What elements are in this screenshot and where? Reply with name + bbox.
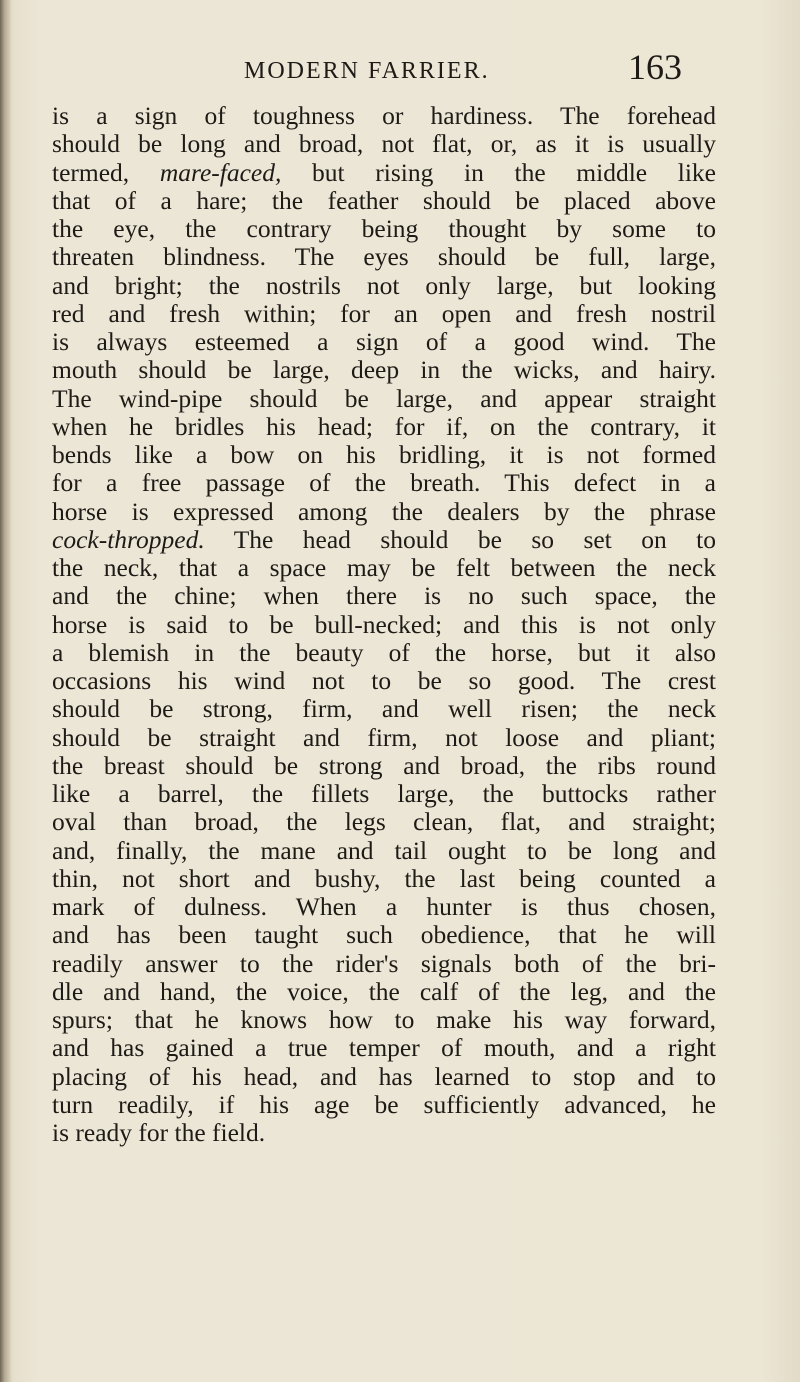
text-line (52, 1006, 716, 1034)
text-segment: termed, (52, 157, 160, 187)
text-segment: thin, not short and bushy, the last being counted a (52, 863, 716, 893)
text-line (52, 385, 716, 413)
text-line (52, 441, 716, 469)
text-line (52, 582, 716, 610)
text-line (52, 1034, 716, 1062)
text-segment: is always esteemed a sign of a good wind. The (52, 327, 716, 356)
text-line (52, 243, 716, 271)
text-segment: is a sign of toughness or hardiness. The forehead (52, 101, 716, 130)
text-line (52, 526, 716, 554)
text-segment: oval than broad, the legs clean, flat, and straight; (52, 807, 716, 837)
text-line (52, 300, 716, 328)
text-line (52, 1091, 716, 1119)
text-segment: a blemish in the beauty of the horse, but it also (52, 637, 716, 667)
text-line (52, 1119, 716, 1147)
text-segment: when he bridles his head; for if, on the contrary, it (52, 411, 716, 441)
text-line (52, 893, 716, 921)
text-segment: The head should be so set on to (204, 524, 716, 554)
text-segment: and bright; the nostrils not only large, but looking (52, 270, 716, 300)
text-segment: horse is expressed among the dealers by the phrase (52, 496, 716, 526)
text-segment: like a barrel, the fillets large, the buttocks rather (52, 779, 716, 808)
text-segment: should be straight and firm, not loose and pliant; (52, 722, 716, 752)
text-segment: threaten blindness. The eyes should be full, large, (52, 242, 716, 272)
text-line (52, 950, 716, 978)
text-segment: should be long and broad, not flat, or, as it is usually (52, 129, 716, 159)
text-segment: mark of dulness. When a hunter is thus chosen, (52, 892, 716, 921)
text-line (52, 356, 716, 384)
text-line (52, 215, 716, 243)
text-segment: bends like a bow on his bridling, it is not formed (52, 440, 716, 469)
text-segment: and has gained a true temper of mouth, and a right (52, 1033, 716, 1063)
text-line (52, 611, 716, 639)
body-text (52, 102, 716, 1147)
page-number: 163 (628, 47, 682, 87)
text-segment: is ready for the field. (52, 1118, 266, 1147)
text-line (52, 102, 716, 130)
text-line (52, 978, 716, 1006)
italic-phrase: mare-faced, (159, 157, 282, 187)
binding-gutter-shadow (0, 0, 12, 1382)
text-line (52, 752, 716, 780)
text-segment: that of a hare; the feather should be placed above (52, 185, 716, 215)
text-line (52, 837, 716, 865)
text-segment: and the chine; when there is no such space, the (52, 581, 716, 611)
text-segment: horse is said to be bull-necked; and this is not only (52, 609, 716, 639)
text-line (52, 724, 716, 752)
text-segment: mouth should be large, deep in the wicks, and hairy. (52, 355, 716, 385)
running-head (0, 22, 800, 87)
text-line (52, 865, 716, 893)
text-line (52, 808, 716, 836)
text-line (52, 413, 716, 441)
text-segment: The wind-pipe should be large, and appear straight (52, 383, 716, 413)
text-line (52, 695, 716, 723)
text-line (52, 187, 716, 215)
text-segment: turn readily, if his age be sufficiently advanced, he (52, 1089, 716, 1119)
text-segment: occasions his wind not to be so good. The crest (52, 666, 716, 695)
text-line (52, 554, 716, 582)
text-segment: the neck, that a space may be felt between the neck (52, 553, 716, 582)
text-segment: readily answer to the rider's signals both of the bri- (52, 948, 716, 978)
text-segment: but rising in the middle like (281, 157, 716, 187)
text-line (52, 328, 716, 356)
text-line (52, 667, 716, 695)
text-line (52, 1063, 716, 1091)
text-line (52, 780, 716, 808)
text-segment: red and fresh within; for an open and fresh nostril (52, 298, 716, 328)
text-segment: placing of his head, and has learned to stop and to (52, 1061, 716, 1091)
text-segment: for a free passage of the breath. This defect in a (52, 468, 716, 498)
text-line (52, 272, 716, 300)
text-segment: and, finally, the mane and tail ought to be long and (52, 835, 716, 865)
text-segment: spurs; that he knows how to make his way forward, (52, 1005, 716, 1034)
text-line (52, 921, 716, 949)
text-line (52, 498, 716, 526)
text-segment: the eye, the contrary being thought by some to (52, 214, 716, 243)
text-line (52, 130, 716, 158)
text-segment: and has been taught such obedience, that he will (52, 920, 716, 950)
text-line (52, 159, 716, 187)
italic-phrase: cock-thropped. (52, 524, 205, 554)
text-line (52, 639, 716, 667)
running-title: MODERN FARRIER. (244, 58, 490, 84)
text-segment: dle and hand, the voice, the calf of the leg, and the (52, 976, 716, 1006)
text-line (52, 469, 716, 497)
text-segment: should be strong, firm, and well risen; the neck (52, 694, 716, 724)
text-segment: the breast should be strong and broad, the ribs round (52, 750, 716, 780)
